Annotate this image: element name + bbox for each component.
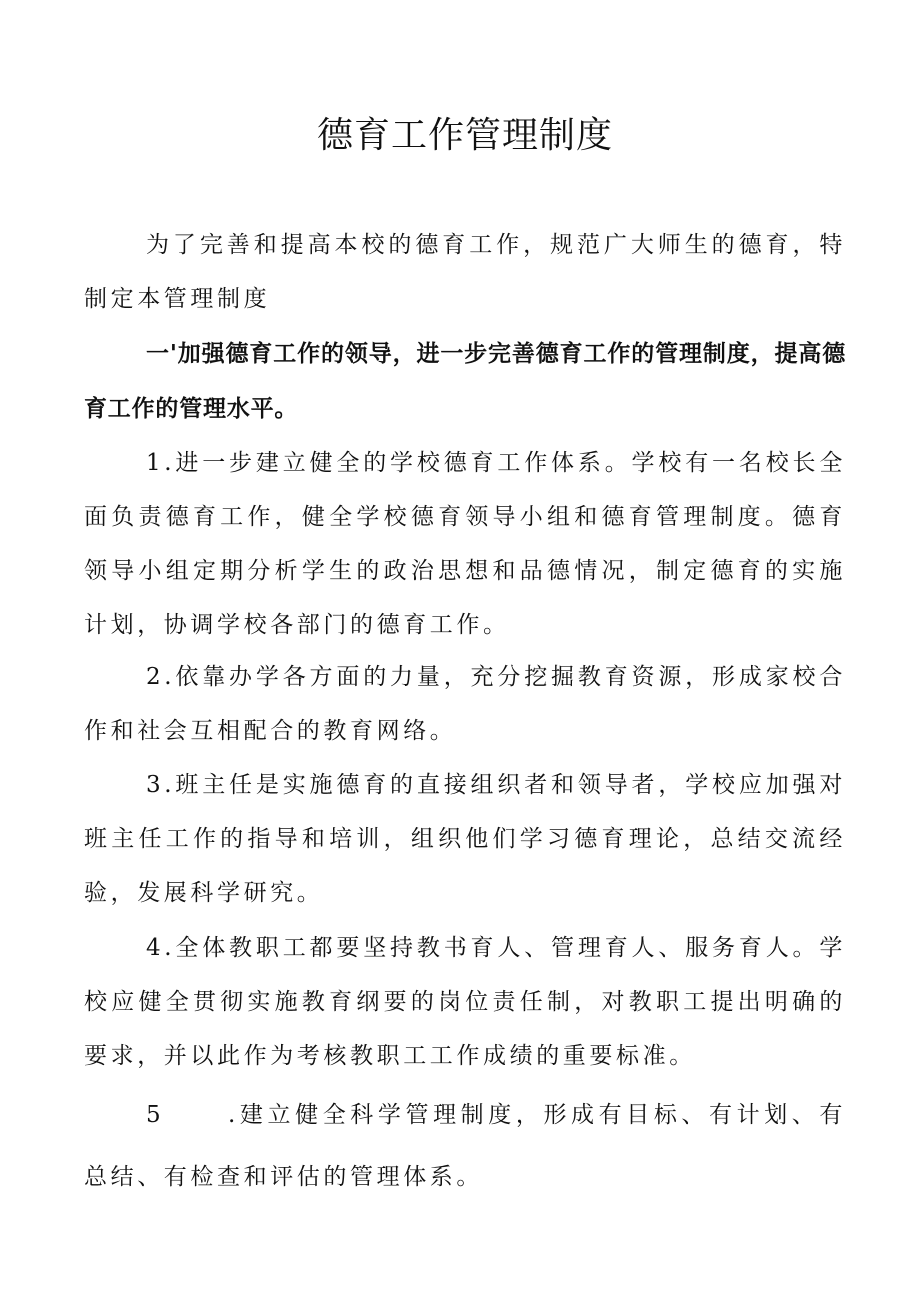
intro-paragraph: 为了完善和提高本校的德育工作，规范广大师生的德育，特制定本管理制度 xyxy=(84,232,846,312)
item-5-paragraph xyxy=(84,1084,846,1208)
item-3-paragraph: 3.班主任是实施德育的直接组织者和领导者，学校应加强对班主任工作的指导和培训，组织他们学习德育理论，总结交流经验，发展科学研究。 xyxy=(84,772,846,906)
item-4-paragraph: 4.全体教职工都要坚持教书育人、管理育人、服务育人。学校应健全贯彻实施教育纲要的岗位责任制，对教职工提出明确的要求，并以此作为考核教职工工作成绩的重要标准。 xyxy=(84,935,846,1069)
document-title: 德育工作管理制度 xyxy=(316,115,613,156)
item-2-paragraph: 2.依靠办学各方面的力量，充分挖掘教育资源，形成家校合作和社会互相配合的教育网络。 xyxy=(84,664,846,744)
item-1-paragraph: 1.进一步建立健全的学校德育工作体系。学校有一名校长全面负责德育工作，健全学校德育领导小组和德育管理制度。德育领导小组定期分析学生的政治思想和品德情况，制定德育的实施计划，协调学校各部门的德育工作。 xyxy=(84,450,846,638)
item-5-number: 5 xyxy=(146,1102,165,1128)
section-1-heading: 一'加强德育工作的领导，进一步完善德育工作的管理制度，提高德育工作的管理水平。 xyxy=(84,341,846,422)
item-5-text: .建立健全科学管理制度，形成有目标、有计划、有总结、有检查和评估的管理体系。 xyxy=(84,1102,846,1190)
